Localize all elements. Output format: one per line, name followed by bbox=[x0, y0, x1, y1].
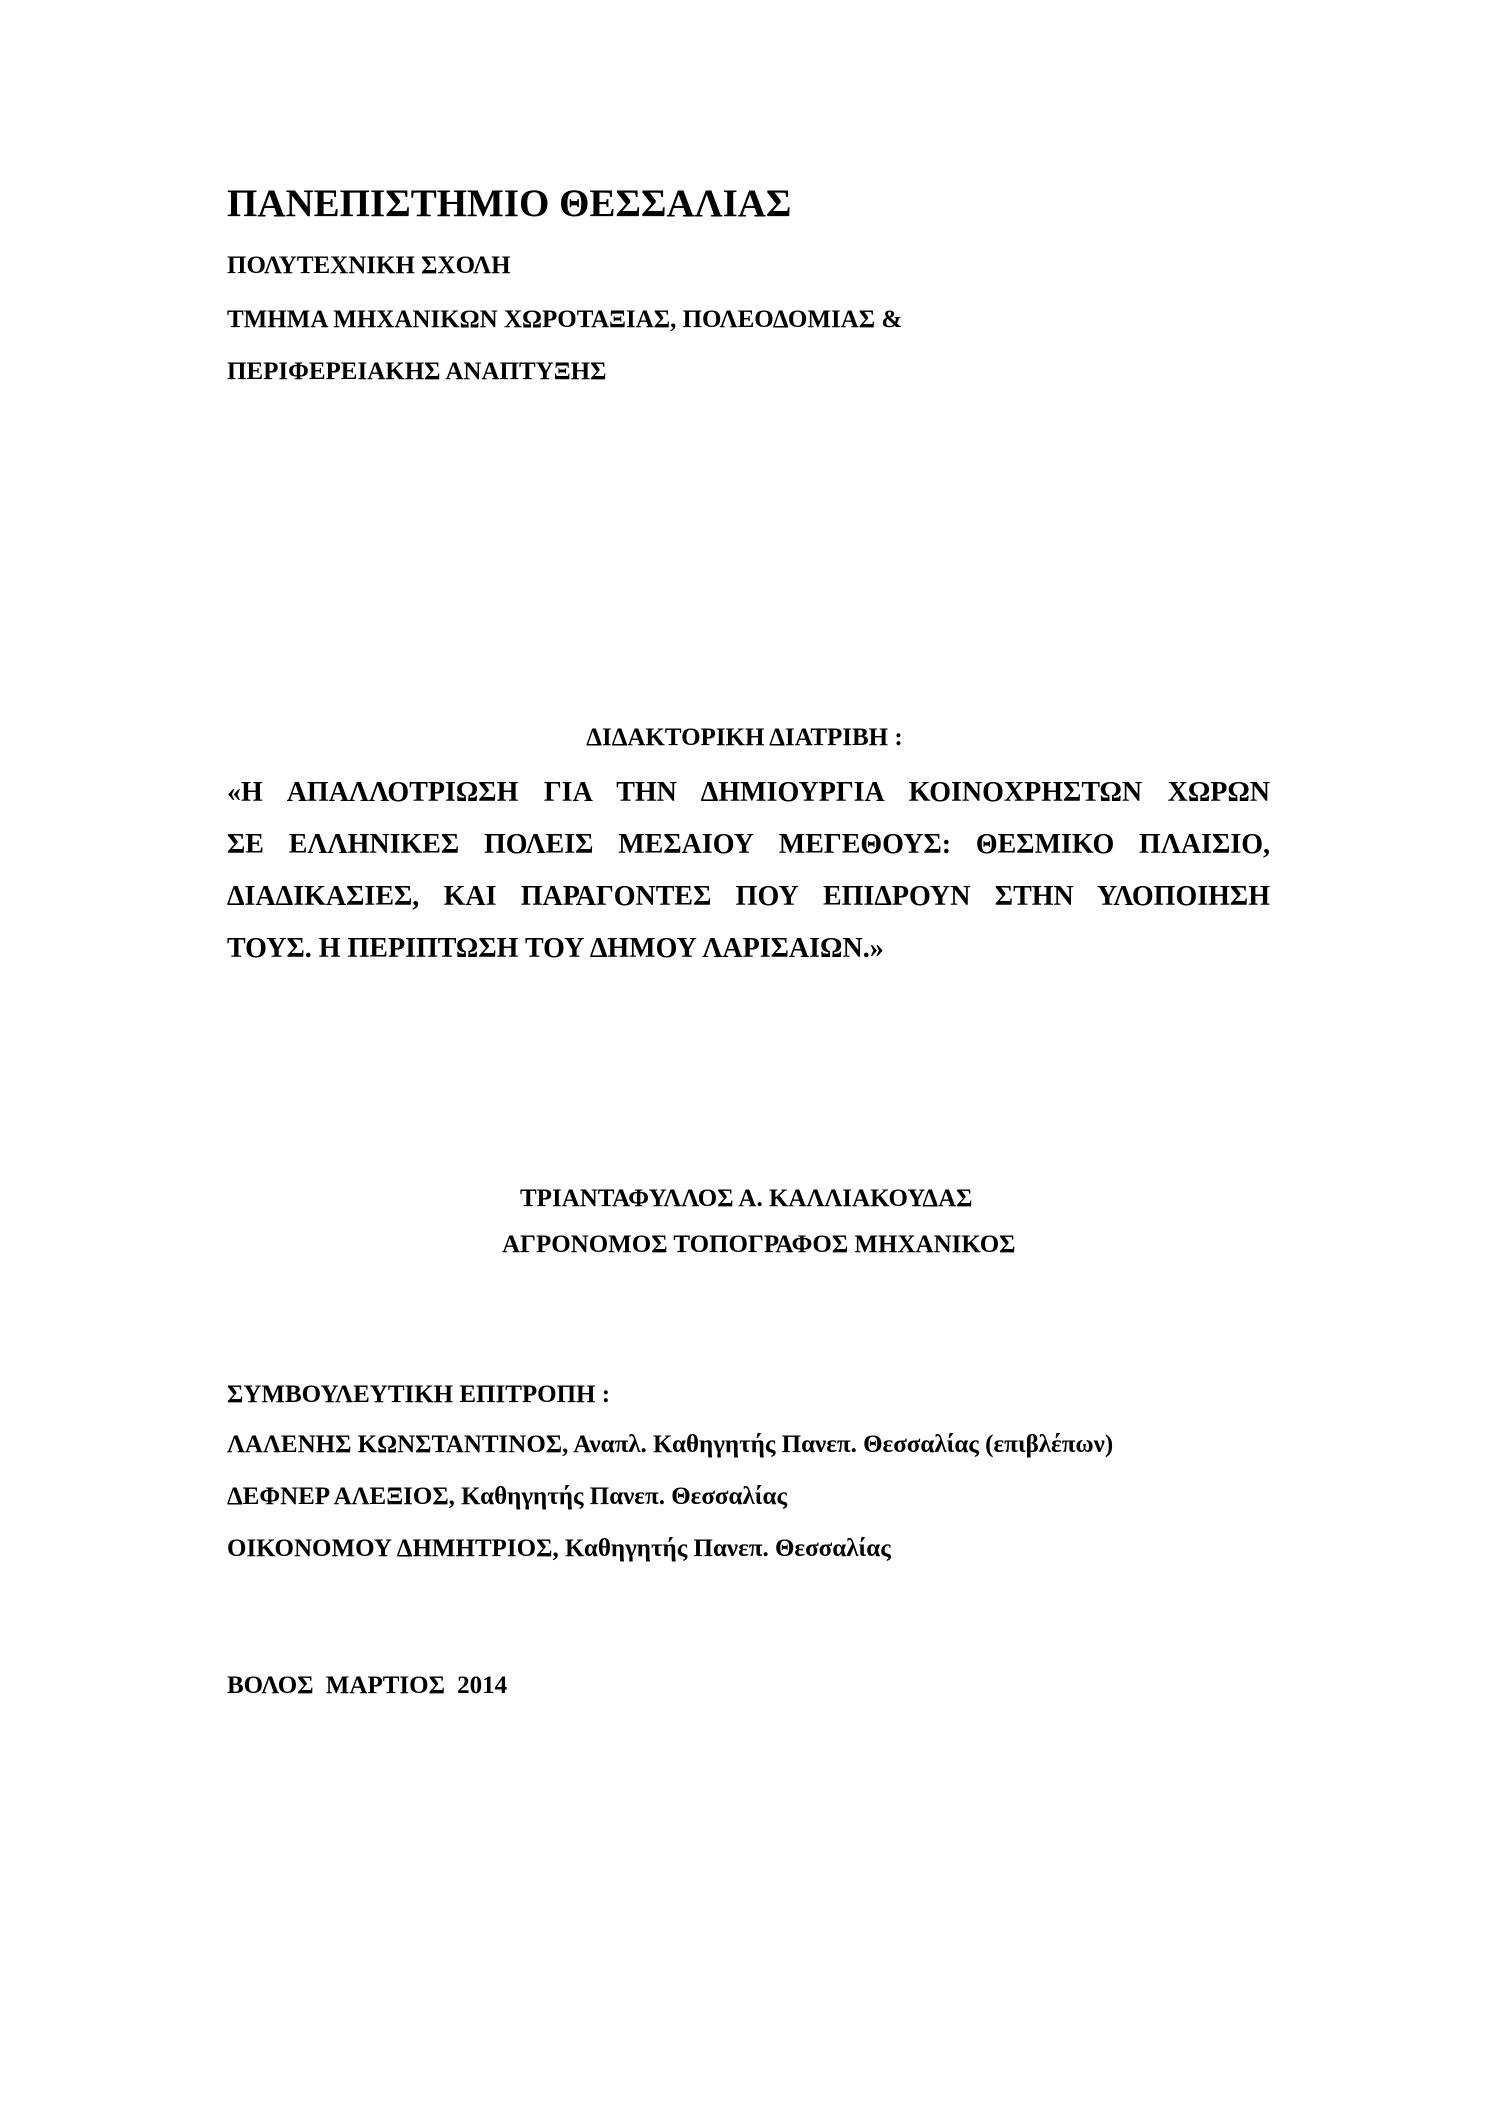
author-profession: ΑΓΡΟΝΟΜΟΣ ΤΟΠΟΓΡΑΦΟΣ ΜΗΧΑΝΙΚΟΣ bbox=[502, 1231, 1016, 1258]
committee-member: ΟΙΚΟΝΟΜΟΥ ΔΗΜΗΤΡΙΟΣ, Καθηγητής Πανεπ. Θεσσαλίας bbox=[227, 1535, 891, 1562]
department-name-line-1: ΤΜΗΜΑ ΜΗΧΑΝΙΚΩΝ ΧΩΡΟΤΑΞΙΑΣ, ΠΟΛΕΟΔΟΜΙΑΣ & bbox=[227, 306, 903, 333]
thesis-title-line: ΣΕ ΕΛΛΗΝΙΚΕΣ ΠΟΛΕΙΣ ΜΕΣΑΙΟΥ ΜΕΓΕΘΟΥΣ: ΘΕΣΜΙΚΟ ΠΛΑΙΣΙΟ, bbox=[227, 829, 1270, 860]
committee-label: ΣΥΜΒΟΥΛΕΥΤΙΚΗ ΕΠΙΤΡΟΠΗ : bbox=[227, 1381, 611, 1408]
author-name: ΤΡΙΑΝΤΑΦΥΛΛΟΣ Α. ΚΑΛΛΙΑΚΟΥΔΑΣ bbox=[520, 1185, 973, 1212]
department-name-line-2: ΠΕΡΙΦΕΡΕΙΑΚΗΣ ΑΝΑΠΤΥΞΗΣ bbox=[227, 358, 607, 385]
thesis-title-line: ΔΙΑΔΙΚΑΣΙΕΣ, ΚΑΙ ΠΑΡΑΓΟΝΤΕΣ ΠΟΥ ΕΠΙΔΡΟΥΝ ΣΤΗΝ ΥΛΟΠΟΙΗΣΗ bbox=[227, 881, 1270, 912]
university-name: ΠΑΝΕΠΙΣΤΗΜΙΟ ΘΕΣΣΑΛΙΑΣ bbox=[227, 182, 792, 225]
committee-member: ΛΑΛΕΝΗΣ ΚΩΝΣΤΑΝΤΙΝΟΣ, Αναπλ. Καθηγητής Πανεπ. Θεσσαλίας (επιβλέπων) bbox=[227, 1431, 1114, 1458]
thesis-title-line: ΤΟΥΣ. Η ΠΕΡΙΠΤΩΣΗ ΤΟΥ ΔΗΜΟΥ ΛΑΡΙΣΑΙΩΝ.» bbox=[227, 933, 884, 964]
school-name: ΠΟΛΥΤΕΧΝΙΚΗ ΣΧΟΛΗ bbox=[227, 252, 511, 279]
thesis-title-line: «Η ΑΠΑΛΛΟΤΡΙΩΣΗ ΓΙΑ ΤΗΝ ΔΗΜΙΟΥΡΓΙΑ ΚΟΙΝΟΧΡΗΣΤΩΝ ΧΩΡΩΝ bbox=[227, 777, 1270, 808]
committee-member: ΔΕΦΝΕΡ ΑΛΕΞΙΟΣ, Καθηγητής Πανεπ. Θεσσαλίας bbox=[227, 1483, 787, 1510]
place-and-date: ΒΟΛΟΣ ΜΑΡΤΙΟΣ 2014 bbox=[227, 1672, 508, 1699]
thesis-title bbox=[227, 767, 1270, 975]
thesis-type-label: ΔΙΔΑΚΤΟΡΙΚΗ ΔΙΑΤΡΙΒΗ : bbox=[586, 724, 903, 751]
